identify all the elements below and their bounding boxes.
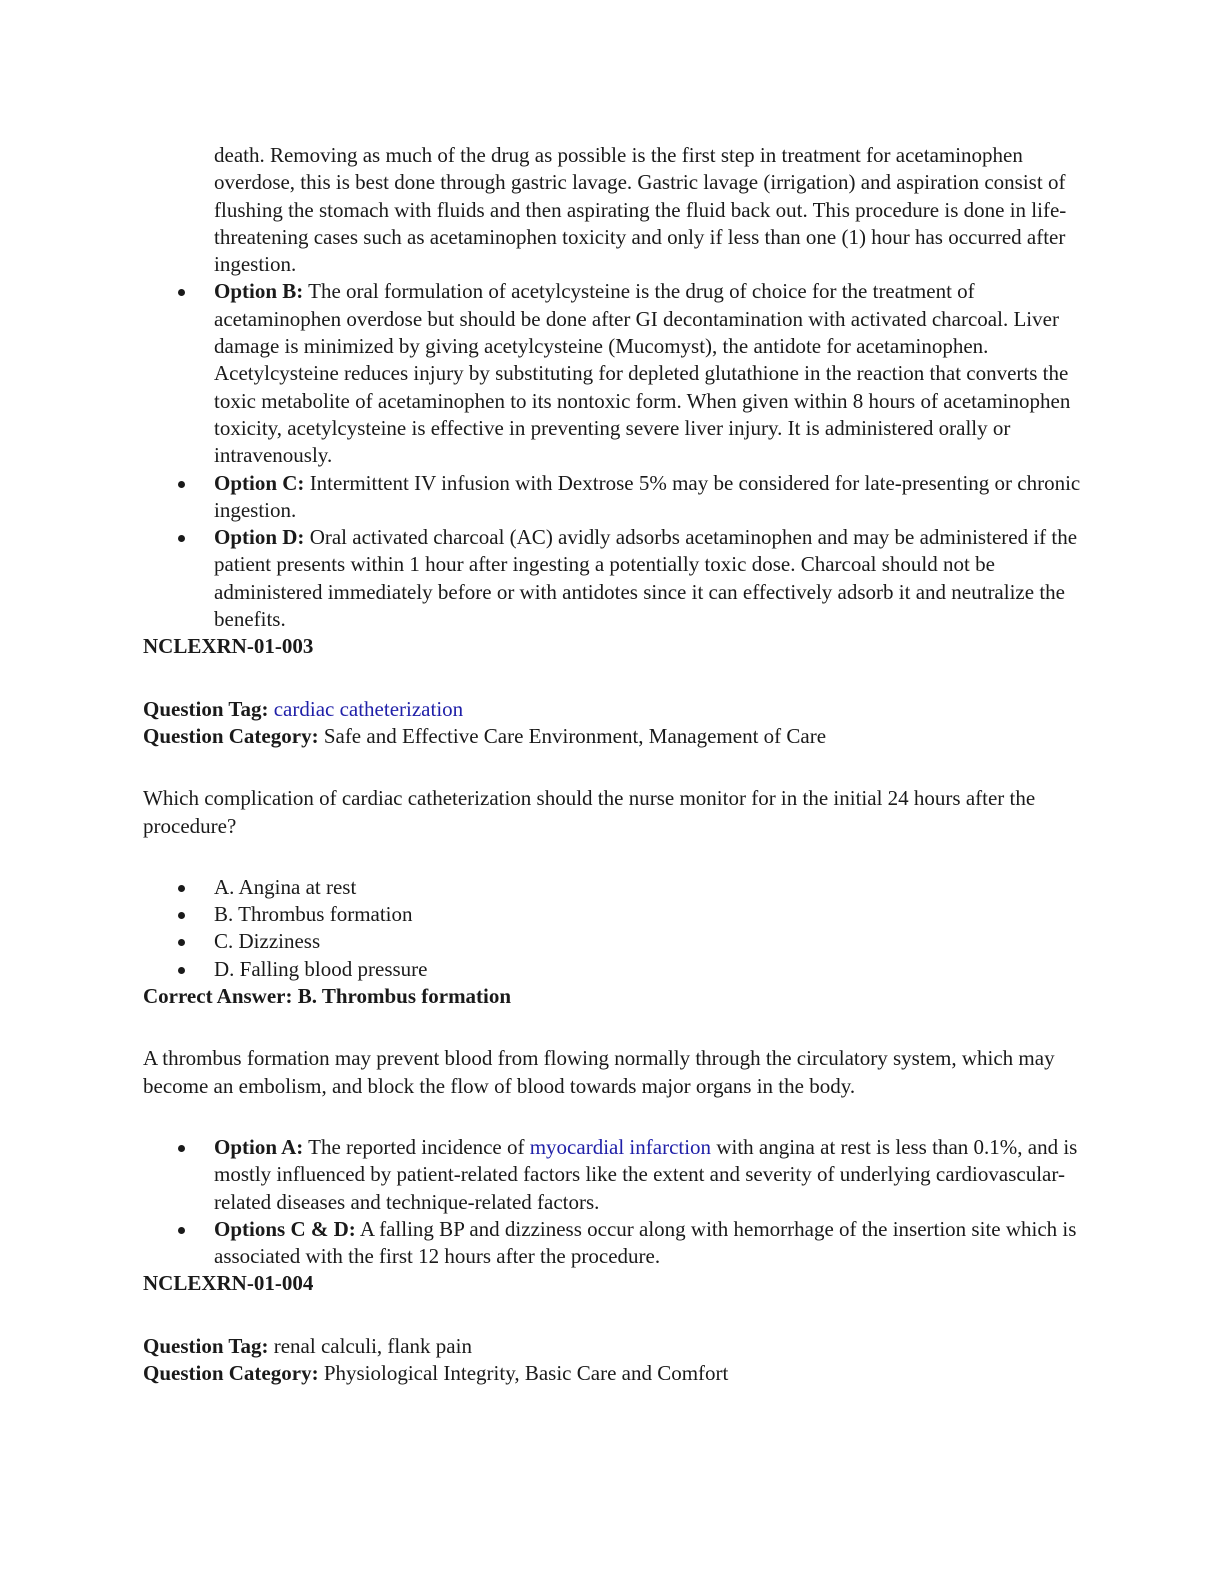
correct-answer: Correct Answer: B. Thrombus formation [143,984,512,1009]
question-tag [143,1333,1083,1360]
option-text: Intermittent IV infusion with Dextrose 5% may be considered for late-presenting or chronic ingestion. [214,470,1081,522]
choice-text: D. Falling blood pressure [214,956,428,981]
option-a-item [143,1134,1083,1216]
answer-choice [143,928,1083,955]
choice-text: A. Angina at rest [214,874,357,899]
option-cd-item [143,1216,1083,1271]
document-page [143,142,1083,1387]
choice-text: B. Thrombus formation [214,902,413,927]
question-tag-label: Question Tag: [143,1333,269,1358]
option-text: Oral activated charcoal (AC) avidly adsorbs acetaminophen and may be administered if the patient presents within 1 hour after ingesting a potentially toxic dose. Charcoal should not be administered immediately before or with antidotes since it can effectively adsorb it and neutralize the benefits. [214,525,1078,632]
continuation-options-list [143,278,1083,633]
question-id-heading: NCLEXRN-01-004 [143,1271,314,1296]
question-tag [143,696,1083,723]
bullet-icon [178,1145,185,1152]
option-b-item [143,278,1083,469]
option-text: A falling BP and dizziness occur along with hemorrhage of the insertion site which is associated with the first 12 hours after the procedure. [214,1216,1077,1269]
question-tag-link[interactable]: cardiac catheterization [273,696,464,721]
continuation-paragraph: death. Removing as much of the drug as possible is the first step in treatment for acetaminophen overdose, this is best done through gastric lavage. Gastric lavage (irrigation) and aspiration consist of flushing the stomach with fluids and then aspirating the fluid back out. This procedure is done in life-threatening cases such as acetaminophen toxicity and only if less than one (1) hour has occurred after ingestion. [214,143,1067,277]
question-tag-value: renal calculi, flank pain [268,1333,472,1358]
question-category-value: Safe and Effective Care Environment, Management of Care [318,723,827,748]
option-label: Options C & D: [214,1216,356,1241]
rationale-options-list [143,1134,1083,1270]
question-category [143,723,1083,750]
question-category [143,1360,1083,1387]
option-text: The oral formulation of acetylcysteine is the drug of choice for the treatment of acetaminophen overdose but should be done after GI decontamination with activated charcoal. Liver damage is minimized by giving acetylcysteine (Mucomyst), the antidote for acetaminophen. Acetylcysteine reduces injury by substituting for depleted glutathione in the reaction that converts the toxic metabolite of acetaminophen to its nontoxic form. When given within 8 hours of acetaminophen toxicity, acetylcysteine is effective in preventing severe liver injury. It is administered orally or intravenously. [214,279,1071,468]
option-text: with angina at rest is less than 0.1%, and is mostly influenced by patient-related factors like the extent and severity of underlying cardiovascular-related diseases and technique-related factors. [214,1134,1078,1214]
choice-text: C. Dizziness [214,929,321,954]
option-d-item [143,524,1083,633]
bullet-icon [178,967,185,974]
question-category-label: Question Category: [143,1360,319,1385]
myocardial-infarction-link[interactable]: myocardial infarction [529,1134,712,1159]
option-c-item [143,470,1083,525]
option-label: Option D: [214,525,305,550]
bullet-icon [178,289,185,296]
question-category-label: Question Category: [143,723,319,748]
option-label: Option C: [214,470,305,495]
answer-choice [143,956,1083,983]
option-label: Option B: [214,279,304,304]
question-tag-label: Question Tag: [143,696,269,721]
option-text: The reported incidence of [303,1134,530,1159]
bullet-icon [178,885,185,892]
answer-choices-list [143,874,1083,983]
bullet-icon [178,535,185,542]
question-text: Which complication of cardiac catheterization should the nurse monitor for in the initial 24 hours after the procedure? [143,786,1036,838]
answer-choice [143,901,1083,928]
question-id-heading: NCLEXRN-01-003 [143,634,314,659]
rationale-paragraph: A thrombus formation may prevent blood from flowing normally through the circulatory system, which may become an embolism, and block the flow of blood towards major organs in the body. [143,1046,1055,1098]
option-label: Option A: [214,1134,304,1159]
bullet-icon [178,912,185,919]
answer-choice [143,874,1083,901]
bullet-icon [178,1227,185,1234]
bullet-icon [178,939,185,946]
bullet-icon [178,481,185,488]
question-category-value: Physiological Integrity, Basic Care and Comfort [318,1360,729,1385]
